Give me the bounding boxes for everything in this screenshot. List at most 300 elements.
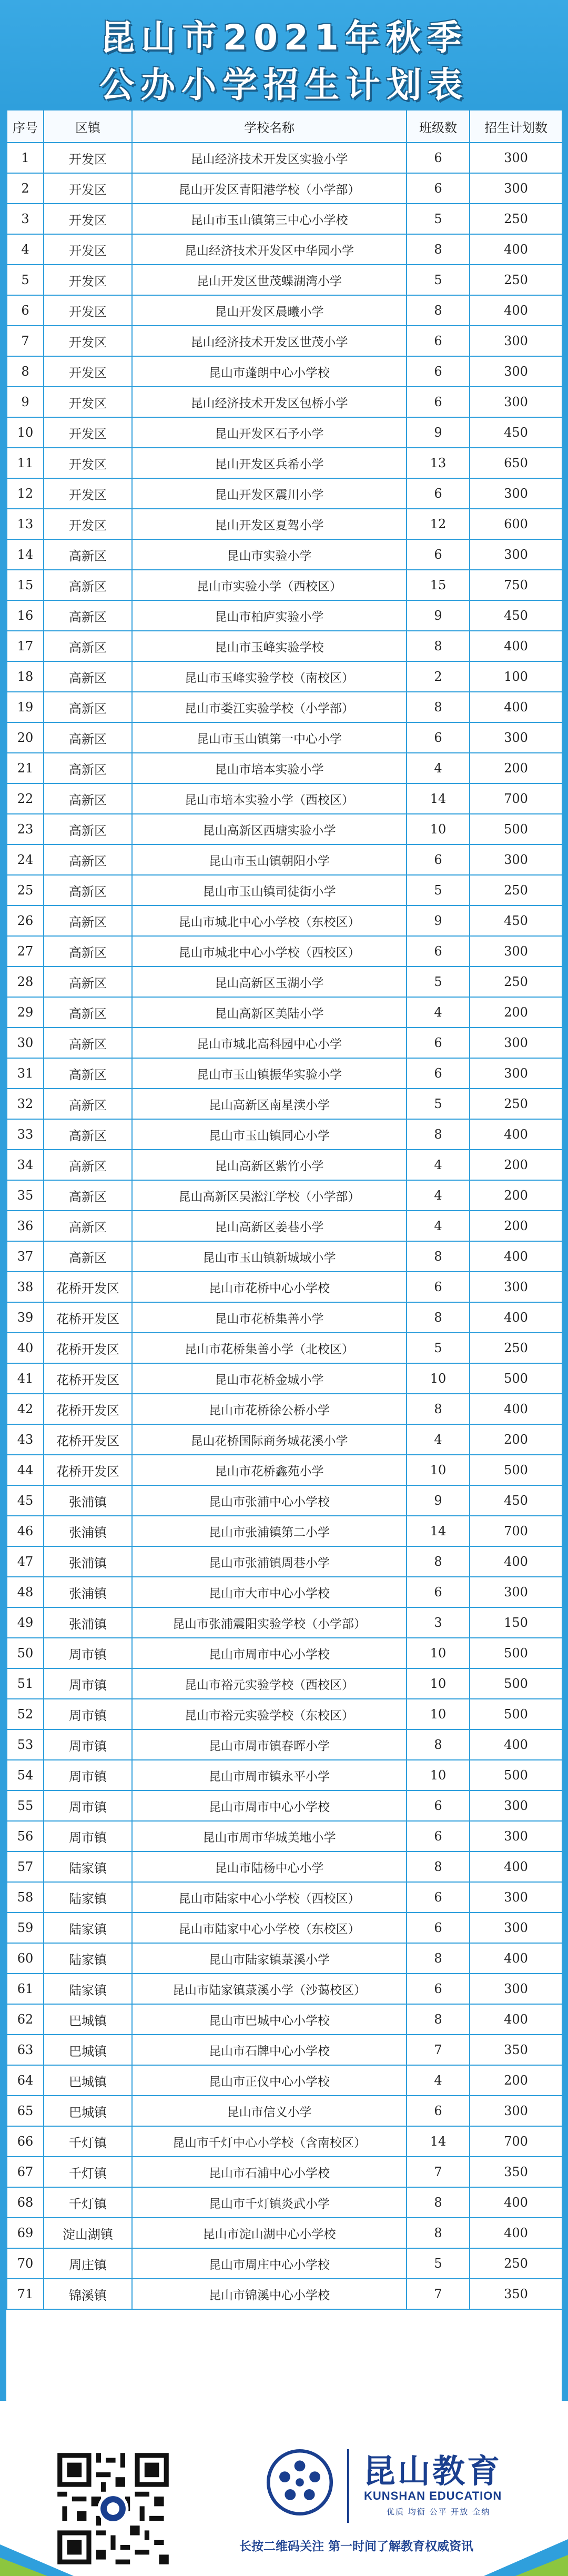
cell-district: 开发区 xyxy=(44,173,132,204)
table-row xyxy=(7,1729,562,1760)
cell-class-count: 8 xyxy=(407,1546,470,1577)
cell-class-count: 8 xyxy=(407,2218,470,2248)
cell-district: 高新区 xyxy=(44,814,132,844)
cell-enrollment-plan: 300 xyxy=(470,1058,562,1089)
table-row xyxy=(7,1943,562,1974)
cell-class-count: 6 xyxy=(407,1028,470,1058)
cell-class-count: 6 xyxy=(407,387,470,417)
cell-index: 63 xyxy=(7,2035,44,2065)
cell-index: 64 xyxy=(7,2065,44,2096)
cell-index: 28 xyxy=(7,967,44,997)
cell-school: 昆山市石浦中心小学校 xyxy=(132,2157,407,2187)
table-row xyxy=(7,1699,562,1729)
table-row xyxy=(7,2096,562,2126)
cell-index: 23 xyxy=(7,814,44,844)
cell-school: 昆山高新区美陆小学 xyxy=(132,997,407,1028)
cell-school: 昆山市花桥鑫苑小学 xyxy=(132,1455,407,1485)
cell-class-count: 5 xyxy=(407,204,470,234)
header-class-count: 班级数 xyxy=(407,110,470,143)
cell-class-count: 6 xyxy=(407,722,470,753)
cell-enrollment-plan: 400 xyxy=(470,1546,562,1577)
table-row xyxy=(7,1150,562,1180)
cell-class-count: 5 xyxy=(407,2248,470,2279)
cell-enrollment-plan: 300 xyxy=(470,844,562,875)
table-row xyxy=(7,295,562,326)
table-row xyxy=(7,997,562,1028)
cell-class-count: 14 xyxy=(407,1516,470,1546)
cell-school: 昆山市蓬朗中心小学校 xyxy=(132,356,407,387)
cell-school: 昆山市玉峰实验学校 xyxy=(132,631,407,661)
cell-enrollment-plan: 250 xyxy=(470,265,562,295)
cell-class-count: 8 xyxy=(407,1119,470,1150)
cell-enrollment-plan: 100 xyxy=(470,661,562,692)
cell-school: 昆山市培本实验小学（西校区） xyxy=(132,783,407,814)
cell-school: 昆山经济技术开发区世茂小学 xyxy=(132,326,407,356)
cell-index: 59 xyxy=(7,1913,44,1943)
cell-class-count: 7 xyxy=(407,2279,470,2309)
cell-enrollment-plan: 450 xyxy=(470,600,562,631)
cell-district: 开发区 xyxy=(44,356,132,387)
cell-class-count: 5 xyxy=(407,1333,470,1363)
cell-class-count: 8 xyxy=(407,1729,470,1760)
table-row xyxy=(7,204,562,234)
cell-district: 陆家镇 xyxy=(44,1943,132,1974)
cell-class-count: 8 xyxy=(407,1394,470,1424)
cell-district: 周市镇 xyxy=(44,1760,132,1790)
cell-school: 昆山开发区夏驾小学 xyxy=(132,509,407,539)
cell-index: 33 xyxy=(7,1119,44,1150)
cell-class-count: 10 xyxy=(407,814,470,844)
cell-school: 昆山市陆家中心小学校（西校区） xyxy=(132,1882,407,1913)
cell-class-count: 8 xyxy=(407,1852,470,1882)
cell-enrollment-plan: 200 xyxy=(470,753,562,783)
header-index: 序号 xyxy=(7,110,44,143)
cell-school: 昆山市陆家镇菉溪小学（沙蔼校区） xyxy=(132,1974,407,2004)
cell-index: 71 xyxy=(7,2279,44,2309)
cell-district: 高新区 xyxy=(44,936,132,967)
cell-school: 昆山高新区西塘实验小学 xyxy=(132,814,407,844)
cell-class-count: 14 xyxy=(407,783,470,814)
table-row xyxy=(7,1607,562,1638)
cell-district: 周市镇 xyxy=(44,1668,132,1699)
table-row xyxy=(7,173,562,204)
cell-school: 昆山市实验小学 xyxy=(132,539,407,570)
cell-index: 22 xyxy=(7,783,44,814)
cell-index: 26 xyxy=(7,905,44,936)
cell-class-count: 12 xyxy=(407,509,470,539)
footer-decoration xyxy=(0,2539,568,2576)
cell-school: 昆山市周市华城美地小学 xyxy=(132,1821,407,1852)
cell-class-count: 6 xyxy=(407,1821,470,1852)
cell-school: 昆山市周市中心小学校 xyxy=(132,1638,407,1668)
cell-index: 9 xyxy=(7,387,44,417)
cell-enrollment-plan: 300 xyxy=(470,1913,562,1943)
cell-enrollment-plan: 400 xyxy=(470,2218,562,2248)
enrollment-table xyxy=(6,109,563,2310)
table-row xyxy=(7,1668,562,1699)
cell-class-count: 6 xyxy=(407,1058,470,1089)
cell-district: 开发区 xyxy=(44,478,132,509)
cell-class-count: 7 xyxy=(407,2157,470,2187)
cell-district: 花桥开发区 xyxy=(44,1272,132,1302)
table-row xyxy=(7,1028,562,1058)
cell-school: 昆山市玉山镇朝阳小学 xyxy=(132,844,407,875)
cell-school: 昆山市石牌中心小学校 xyxy=(132,2035,407,2065)
cell-district: 锦溪镇 xyxy=(44,2279,132,2309)
cell-class-count: 10 xyxy=(407,1455,470,1485)
cell-index: 30 xyxy=(7,1028,44,1058)
cell-district: 周市镇 xyxy=(44,1729,132,1760)
cell-school: 昆山市周市中心小学校 xyxy=(132,1790,407,1821)
cell-school: 昆山市玉山镇振华实验小学 xyxy=(132,1058,407,1089)
cell-enrollment-plan: 300 xyxy=(470,1028,562,1058)
cell-district: 高新区 xyxy=(44,1211,132,1241)
cell-school: 昆山市千灯中心小学校（含南校区） xyxy=(132,2126,407,2157)
cell-index: 20 xyxy=(7,722,44,753)
cell-school: 昆山市张浦震阳实验学校（小学部） xyxy=(132,1607,407,1638)
page-footer xyxy=(0,2401,568,2576)
cell-enrollment-plan: 200 xyxy=(470,1211,562,1241)
cell-district: 淀山湖镇 xyxy=(44,2218,132,2248)
table-row xyxy=(7,1516,562,1546)
cell-district: 周市镇 xyxy=(44,1790,132,1821)
cell-district: 千灯镇 xyxy=(44,2157,132,2187)
cell-enrollment-plan: 300 xyxy=(470,1272,562,1302)
cell-class-count: 6 xyxy=(407,1913,470,1943)
cell-class-count: 9 xyxy=(407,1485,470,1516)
cell-district: 高新区 xyxy=(44,844,132,875)
table-row xyxy=(7,1455,562,1485)
cell-district: 高新区 xyxy=(44,722,132,753)
cell-index: 49 xyxy=(7,1607,44,1638)
cell-district: 开发区 xyxy=(44,234,132,265)
cell-index: 17 xyxy=(7,631,44,661)
cell-district: 张浦镇 xyxy=(44,1577,132,1607)
table-row xyxy=(7,936,562,967)
cell-enrollment-plan: 300 xyxy=(470,1790,562,1821)
cell-school: 昆山市实验小学（西校区） xyxy=(132,570,407,600)
brand-name: 昆山教育 xyxy=(363,2452,502,2490)
cell-enrollment-plan: 450 xyxy=(470,417,562,448)
cell-school: 昆山市玉山镇第一中心小学 xyxy=(132,722,407,753)
cell-district: 高新区 xyxy=(44,600,132,631)
cell-class-count: 3 xyxy=(407,1607,470,1638)
cell-index: 41 xyxy=(7,1363,44,1394)
page-header xyxy=(0,0,568,108)
cell-school: 昆山市周庄中心小学校 xyxy=(132,2248,407,2279)
table-row xyxy=(7,2035,562,2065)
cell-index: 19 xyxy=(7,692,44,722)
cell-district: 高新区 xyxy=(44,997,132,1028)
cell-enrollment-plan: 350 xyxy=(470,2279,562,2309)
cell-class-count: 6 xyxy=(407,844,470,875)
cell-district: 开发区 xyxy=(44,143,132,173)
cell-school: 昆山市巴城中心小学校 xyxy=(132,2004,407,2035)
cell-district: 巴城镇 xyxy=(44,2004,132,2035)
cell-index: 68 xyxy=(7,2187,44,2218)
header-district: 区镇 xyxy=(44,110,132,143)
cell-district: 巴城镇 xyxy=(44,2035,132,2065)
cell-district: 花桥开发区 xyxy=(44,1363,132,1394)
cell-class-count: 6 xyxy=(407,1272,470,1302)
cell-index: 12 xyxy=(7,478,44,509)
cell-class-count: 15 xyxy=(407,570,470,600)
table-row xyxy=(7,692,562,722)
cell-class-count: 5 xyxy=(407,875,470,905)
cell-class-count: 4 xyxy=(407,1211,470,1241)
table-row xyxy=(7,265,562,295)
table-row xyxy=(7,1302,562,1333)
cell-district: 千灯镇 xyxy=(44,2126,132,2157)
cell-district: 陆家镇 xyxy=(44,1913,132,1943)
cell-district: 花桥开发区 xyxy=(44,1455,132,1485)
cell-enrollment-plan: 400 xyxy=(470,1852,562,1882)
cell-index: 15 xyxy=(7,570,44,600)
cell-enrollment-plan: 600 xyxy=(470,509,562,539)
cell-class-count: 6 xyxy=(407,143,470,173)
cell-school: 昆山市花桥集善小学（北校区） xyxy=(132,1333,407,1363)
table-row xyxy=(7,1241,562,1272)
logo-divider xyxy=(347,2449,349,2523)
cell-index: 58 xyxy=(7,1882,44,1913)
cell-school: 昆山经济技术开发区中华园小学 xyxy=(132,234,407,265)
cell-district: 开发区 xyxy=(44,265,132,295)
cell-index: 31 xyxy=(7,1058,44,1089)
cell-school: 昆山市玉山镇司徒街小学 xyxy=(132,875,407,905)
cell-district: 高新区 xyxy=(44,1150,132,1180)
cell-enrollment-plan: 400 xyxy=(470,2004,562,2035)
cell-district: 开发区 xyxy=(44,448,132,478)
cell-index: 47 xyxy=(7,1546,44,1577)
cell-district: 高新区 xyxy=(44,875,132,905)
cell-enrollment-plan: 400 xyxy=(470,631,562,661)
cell-enrollment-plan: 250 xyxy=(470,2248,562,2279)
table-row xyxy=(7,2187,562,2218)
cell-school: 昆山市张浦中心小学校 xyxy=(132,1485,407,1516)
cell-school: 昆山经济技术开发区包桥小学 xyxy=(132,387,407,417)
cell-index: 45 xyxy=(7,1485,44,1516)
cell-index: 8 xyxy=(7,356,44,387)
cell-class-count: 13 xyxy=(407,448,470,478)
cell-enrollment-plan: 500 xyxy=(470,1363,562,1394)
cell-district: 周市镇 xyxy=(44,1699,132,1729)
table-row xyxy=(7,387,562,417)
cell-class-count: 6 xyxy=(407,936,470,967)
table-row xyxy=(7,1577,562,1607)
table-row xyxy=(7,2279,562,2309)
table-row xyxy=(7,1211,562,1241)
cell-school: 昆山市陆家中心小学校（东校区） xyxy=(132,1913,407,1943)
table-row xyxy=(7,478,562,509)
cell-index: 40 xyxy=(7,1333,44,1363)
table-row xyxy=(7,2126,562,2157)
cell-index: 18 xyxy=(7,661,44,692)
cell-school: 昆山开发区青阳港学校（小学部） xyxy=(132,173,407,204)
cell-school: 昆山市锦溪中心小学校 xyxy=(132,2279,407,2309)
cell-class-count: 8 xyxy=(407,631,470,661)
cell-enrollment-plan: 400 xyxy=(470,1119,562,1150)
table-row xyxy=(7,417,562,448)
cell-index: 37 xyxy=(7,1241,44,1272)
cell-index: 51 xyxy=(7,1668,44,1699)
table-row xyxy=(7,326,562,356)
table-row xyxy=(7,661,562,692)
cell-index: 5 xyxy=(7,265,44,295)
cell-enrollment-plan: 200 xyxy=(470,1150,562,1180)
cell-school: 昆山市淀山湖中心小学校 xyxy=(132,2218,407,2248)
cell-school: 昆山市信义小学 xyxy=(132,2096,407,2126)
cell-index: 42 xyxy=(7,1394,44,1424)
table-row xyxy=(7,2218,562,2248)
cell-school: 昆山开发区兵希小学 xyxy=(132,448,407,478)
cell-enrollment-plan: 300 xyxy=(470,326,562,356)
table-row xyxy=(7,1394,562,1424)
cell-enrollment-plan: 300 xyxy=(470,478,562,509)
cell-class-count: 5 xyxy=(407,265,470,295)
cell-school: 昆山市玉山镇同心小学 xyxy=(132,1119,407,1150)
brand-english-name: KUNSHAN EDUCATION xyxy=(364,2489,502,2502)
cell-school: 昆山市花桥集善小学 xyxy=(132,1302,407,1333)
cell-index: 21 xyxy=(7,753,44,783)
cell-school: 昆山市陆家镇菉溪小学 xyxy=(132,1943,407,1974)
cell-school: 昆山高新区玉湖小学 xyxy=(132,967,407,997)
table-row xyxy=(7,875,562,905)
cell-district: 高新区 xyxy=(44,661,132,692)
cell-enrollment-plan: 300 xyxy=(470,173,562,204)
cell-enrollment-plan: 150 xyxy=(470,1607,562,1638)
cell-enrollment-plan: 650 xyxy=(470,448,562,478)
cell-district: 高新区 xyxy=(44,905,132,936)
cell-class-count: 6 xyxy=(407,356,470,387)
cell-enrollment-plan: 450 xyxy=(470,905,562,936)
table-row xyxy=(7,753,562,783)
cell-district: 巴城镇 xyxy=(44,2096,132,2126)
cell-index: 16 xyxy=(7,600,44,631)
cell-district: 周市镇 xyxy=(44,1821,132,1852)
cell-index: 3 xyxy=(7,204,44,234)
cell-district: 花桥开发区 xyxy=(44,1333,132,1363)
cell-school: 昆山开发区震川小学 xyxy=(132,478,407,509)
table-row xyxy=(7,1790,562,1821)
cell-district: 高新区 xyxy=(44,1028,132,1058)
cell-class-count: 8 xyxy=(407,2004,470,2035)
table-row xyxy=(7,1180,562,1211)
cell-index: 48 xyxy=(7,1577,44,1607)
cell-school: 昆山市城北中心小学校（西校区） xyxy=(132,936,407,967)
cell-district: 花桥开发区 xyxy=(44,1302,132,1333)
cell-school: 昆山市张浦镇周巷小学 xyxy=(132,1546,407,1577)
table-row xyxy=(7,783,562,814)
cell-school: 昆山高新区姜巷小学 xyxy=(132,1211,407,1241)
cell-class-count: 8 xyxy=(407,1943,470,1974)
cell-index: 7 xyxy=(7,326,44,356)
cell-school: 昆山市城北中心小学校（东校区） xyxy=(132,905,407,936)
table-row xyxy=(7,539,562,570)
cell-school: 昆山市玉山镇第三中心小学校 xyxy=(132,204,407,234)
cell-school: 昆山市裕元实验学校（西校区） xyxy=(132,1668,407,1699)
cell-index: 46 xyxy=(7,1516,44,1546)
cell-class-count: 10 xyxy=(407,1668,470,1699)
enrollment-table-container xyxy=(6,109,562,2401)
cell-enrollment-plan: 350 xyxy=(470,2157,562,2187)
cell-class-count: 4 xyxy=(407,753,470,783)
cell-index: 69 xyxy=(7,2218,44,2248)
table-row xyxy=(7,1089,562,1119)
cell-index: 24 xyxy=(7,844,44,875)
table-row xyxy=(7,143,562,173)
cell-enrollment-plan: 400 xyxy=(470,1241,562,1272)
table-row xyxy=(7,1974,562,2004)
table-row xyxy=(7,1546,562,1577)
table-row xyxy=(7,1821,562,1852)
cell-class-count: 6 xyxy=(407,1790,470,1821)
cell-district: 张浦镇 xyxy=(44,1607,132,1638)
cell-index: 1 xyxy=(7,143,44,173)
cell-index: 56 xyxy=(7,1821,44,1852)
cell-enrollment-plan: 400 xyxy=(470,1302,562,1333)
cell-school: 昆山市花桥金城小学 xyxy=(132,1363,407,1394)
cell-enrollment-plan: 500 xyxy=(470,1638,562,1668)
cell-enrollment-plan: 300 xyxy=(470,1882,562,1913)
cell-enrollment-plan: 300 xyxy=(470,387,562,417)
cell-school: 昆山花桥国际商务城花溪小学 xyxy=(132,1424,407,1455)
table-body xyxy=(7,143,562,2309)
cell-district: 张浦镇 xyxy=(44,1485,132,1516)
cell-class-count: 8 xyxy=(407,1241,470,1272)
cell-class-count: 10 xyxy=(407,1760,470,1790)
cell-school: 昆山市花桥中心小学校 xyxy=(132,1272,407,1302)
page-title-line2: 公办小学招生计划表 xyxy=(99,65,469,105)
cell-enrollment-plan: 300 xyxy=(470,936,562,967)
cell-school: 昆山经济技术开发区实验小学 xyxy=(132,143,407,173)
cell-enrollment-plan: 750 xyxy=(470,570,562,600)
cell-index: 2 xyxy=(7,173,44,204)
cell-class-count: 4 xyxy=(407,1150,470,1180)
cell-district: 开发区 xyxy=(44,204,132,234)
cell-school: 昆山市裕元实验学校（东校区） xyxy=(132,1699,407,1729)
cell-district: 开发区 xyxy=(44,417,132,448)
cell-school: 昆山市千灯镇炎武小学 xyxy=(132,2187,407,2218)
cell-index: 6 xyxy=(7,295,44,326)
cell-enrollment-plan: 200 xyxy=(470,997,562,1028)
table-row xyxy=(7,1760,562,1790)
cell-class-count: 14 xyxy=(407,2126,470,2157)
cell-index: 53 xyxy=(7,1729,44,1760)
cell-index: 14 xyxy=(7,539,44,570)
table-row xyxy=(7,1058,562,1089)
table-row xyxy=(7,1272,562,1302)
cell-school: 昆山市花桥徐公桥小学 xyxy=(132,1394,407,1424)
cell-index: 57 xyxy=(7,1852,44,1882)
cell-index: 54 xyxy=(7,1760,44,1790)
table-row xyxy=(7,1852,562,1882)
cell-enrollment-plan: 500 xyxy=(470,1699,562,1729)
cell-enrollment-plan: 300 xyxy=(470,539,562,570)
cell-school: 昆山高新区吴淞江学校（小学部） xyxy=(132,1180,407,1211)
cell-class-count: 6 xyxy=(407,326,470,356)
cell-class-count: 6 xyxy=(407,1882,470,1913)
cell-school: 昆山市陆杨中心小学 xyxy=(132,1852,407,1882)
cell-class-count: 8 xyxy=(407,692,470,722)
cell-enrollment-plan: 350 xyxy=(470,2035,562,2065)
cell-index: 35 xyxy=(7,1180,44,1211)
cell-index: 44 xyxy=(7,1455,44,1485)
cell-class-count: 6 xyxy=(407,539,470,570)
cell-district: 开发区 xyxy=(44,326,132,356)
cell-class-count: 6 xyxy=(407,1577,470,1607)
cell-class-count: 9 xyxy=(407,417,470,448)
cell-enrollment-plan: 400 xyxy=(470,234,562,265)
